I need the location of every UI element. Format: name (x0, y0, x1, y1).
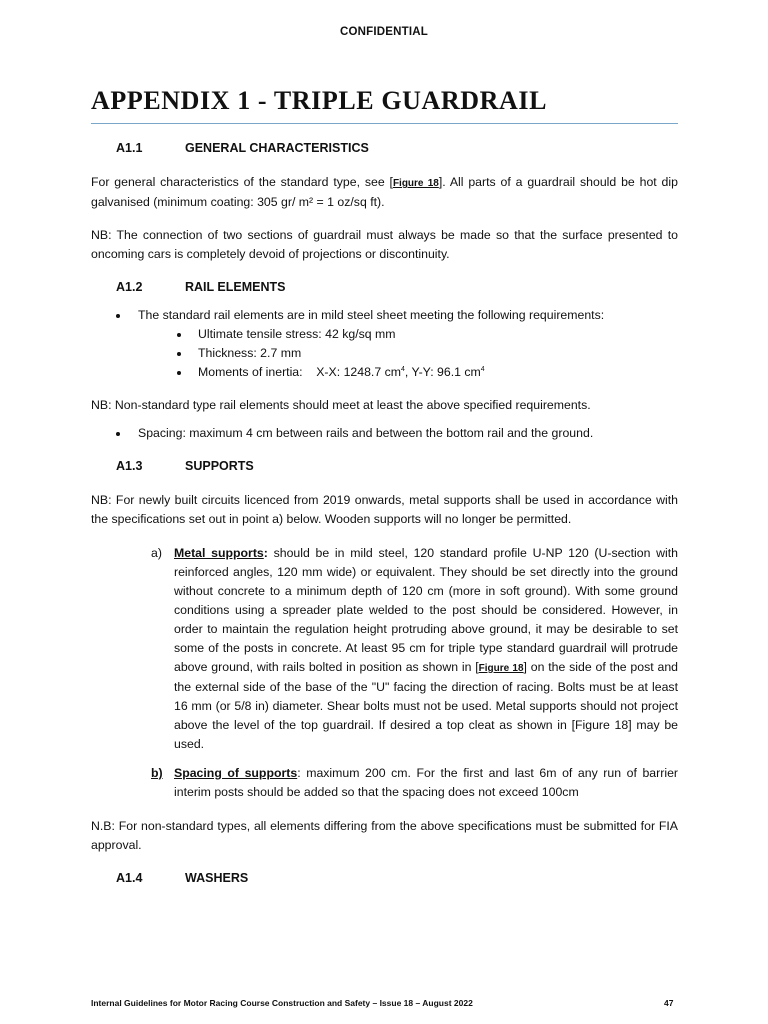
bullet-icon (116, 432, 120, 436)
list-item-tensile: Ultimate tensile stress: 42 kg/sq mm (198, 327, 396, 341)
inertia-text: , Y-Y: 96.1 cm (404, 365, 481, 379)
spacing-supports-text: : maximum 200 cm. For the first and last 6m of any run of barrier interim posts should be added so that the spacing does not exceed 100cm (174, 766, 679, 799)
paragraph-text: For general characteristics of the standard type, see [ (91, 175, 393, 189)
section-label: RAIL ELEMENTS (185, 280, 286, 294)
paragraph-nonstandard-nb: NB: Non-standard type rail elements should meet at least the above specified requirements. (91, 398, 591, 412)
figure-link[interactable]: Figure 18 (392, 178, 439, 189)
bullet-icon (116, 314, 120, 318)
list-item-thickness: Thickness: 2.7 mm (198, 346, 302, 360)
list-marker-a: a) (151, 546, 162, 560)
list-item-inertia (198, 363, 485, 382)
bullet-rail-elements: The standard rail elements are in mild steel sheet meeting the following requirements: (138, 308, 605, 322)
page-title: APPENDIX 1 - TRIPLE GUARDRAIL (91, 86, 548, 115)
section-number: A1.3 (116, 459, 143, 473)
superscript: 4 (480, 365, 485, 373)
section-number: A1.2 (116, 280, 143, 294)
confidential-header: CONFIDENTIAL (339, 26, 428, 38)
bullet-icon (177, 352, 181, 356)
section-number: A1.4 (116, 871, 143, 885)
list-marker-b: b) (151, 766, 163, 780)
metal-supports-text: ] on the side of the post and the external side of the base of the "U" facing the direction of racing. Bolts must be at least 16 mm (or 5/8 in) diameter. Shear bolts must not be used. Metal supports should not project above the level of the top guardrail. If desired a top cleat as shown in [Figure 18] may be used. (174, 660, 678, 751)
metal-supports-heading: Metal supports (174, 546, 264, 560)
list-item-metal-supports (174, 544, 678, 754)
paragraph-general (91, 173, 678, 212)
colon: : (263, 546, 268, 560)
bullet-icon (177, 333, 181, 337)
superscript: 4 (400, 365, 405, 373)
paragraph-supports-nb: NB: For newly built circuits licenced from 2019 onwards, metal supports shall be used in accordance with the specifications set out in point a) below. Wooden supports will no longer be permitted. (91, 493, 678, 526)
section-label: WASHERS (185, 871, 249, 885)
bullet-icon (177, 371, 181, 375)
metal-supports-text: should be in mild steel, 120 standard profile U-NP 120 (U-section with reinforced angles, 120 mm wide) or equivalent. They should be set directly into the ground without concrete to a minimum depth of 120 cm (more in soft ground). With some ground conditions using a spreader plate welded to the post should be considered. However, in order to maintain the regulation height protruding above ground, it may be desirable to set some of the posts in concrete. At least 95 cm for triple type standard guardrail will protrude above ground, with rails bolted in position as shown in [ (174, 546, 678, 674)
title-divider (91, 123, 678, 124)
list-item-spacing-supports (174, 764, 678, 802)
section-number: A1.1 (116, 141, 143, 155)
page-number: 47 (664, 998, 674, 1008)
paragraph-fia-approval: N.B: For non-standard types, all elements differing from the above specifications must be submitted for FIA approval. (91, 819, 678, 852)
paragraph-text: ]. All parts of a guardrail should be hot dip galvanised (minimum coating: 305 gr/ m² = 1 oz/sq ft). (91, 175, 678, 209)
figure-link[interactable]: Figure 18 (478, 663, 524, 674)
paragraph-connection-nb: NB: The connection of two sections of guardrail must always be made so that the surface presented to oncoming cars is completely devoid of projections or discontinuity. (91, 228, 678, 261)
footer-text: Internal Guidelines for Motor Racing Course Construction and Safety – Issue 18 – August 2022 (91, 998, 473, 1008)
section-label: GENERAL CHARACTERISTICS (185, 141, 369, 155)
section-label: SUPPORTS (185, 459, 254, 473)
bullet-spacing: Spacing: maximum 4 cm between rails and between the bottom rail and the ground. (138, 426, 594, 440)
spacing-supports-heading: Spacing of supports (174, 766, 298, 780)
inertia-text: Moments of inertia: X-X: 1248.7 cm (198, 365, 401, 379)
